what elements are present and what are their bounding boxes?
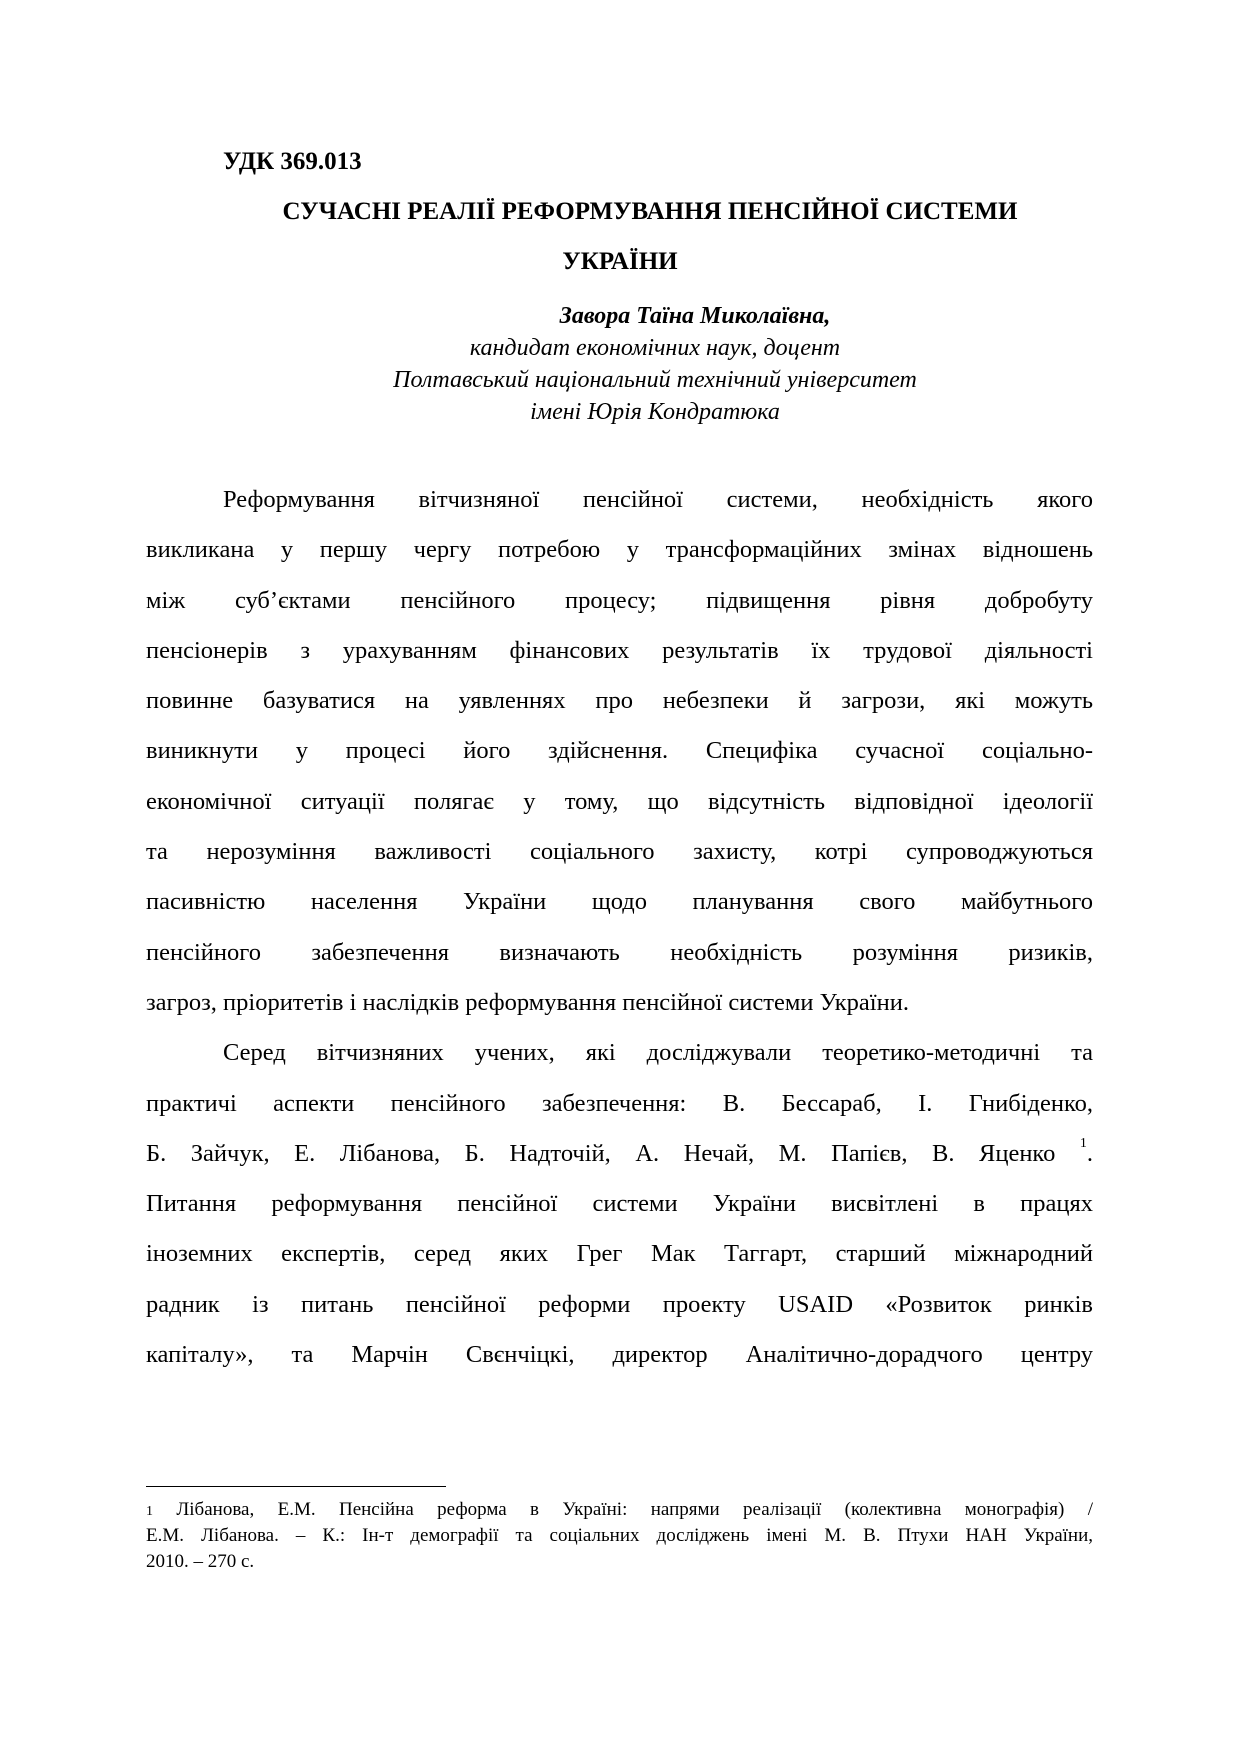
footnote-reference[interactable]: 1 <box>1079 1135 1087 1151</box>
article-title-line-2: УКРАЇНИ <box>562 248 678 275</box>
footnote-line <box>146 1497 1093 1523</box>
footnote-line: Е.М. Лібанова. – К.: Ін-т демографії та соціальних досліджень імені М. В. Птухи НАН України, <box>146 1525 1093 1546</box>
text-line: Питання реформування пенсійної системи України висвітлені в працях <box>146 1190 1093 1218</box>
text-line: економічної ситуації полягає у тому, що відсутність відповідної ідеології <box>146 787 1093 815</box>
text-line: між суб’єктами пенсійного процесу; підвищення рівня добробуту <box>146 586 1093 614</box>
text-line: та нерозуміння важливості соціального захисту, котрі супроводжуються <box>146 838 1093 866</box>
text-line: пасивністю населення України щодо планування свого майбутнього <box>146 888 1093 916</box>
article-title-line-1: СУЧАСНІ РЕАЛІЇ РЕФОРМУВАННЯ ПЕНСІЙНОЇ СИСТЕМИ <box>282 198 1018 225</box>
text-line: загроз, пріоритетів і наслідків реформування пенсійної системи України. <box>146 988 909 1016</box>
text-segment: . <box>1086 1139 1094 1167</box>
text-segment: Б. Зайчук, Е. Лібанова, Б. Надточій, А. Нечай, М. Папієв, В. Яценко <box>146 1139 1056 1167</box>
paragraph-2 <box>146 1028 1093 1380</box>
text-line: практичі аспекти пенсійного забезпечення: В. Бессараб, І. Гнибіденко, <box>146 1089 1093 1117</box>
footnote-line: 2010. – 270 с. <box>146 1551 255 1572</box>
text-line <box>146 1129 1093 1179</box>
author-degree: кандидат економічних наук, доцент <box>469 335 841 361</box>
text-segment: Лібанова, Е.М. Пенсійна реформа в Україні: напрями реалізації (колективна монографія) / <box>176 1499 1094 1520</box>
text-line: повинне базуватися на уявленнях про небезпеки й загрози, які можуть <box>146 687 1093 715</box>
author-name: Завора Таїна Миколаївна, <box>559 303 831 329</box>
footnote-number: 1 <box>146 1504 153 1519</box>
footnote-separator <box>146 1486 446 1487</box>
udk-code: УДК 369.013 <box>223 148 362 175</box>
text-line: іноземних експертів, серед яких Грег Мак Таггарт, старший міжнародний <box>146 1240 1093 1268</box>
author-block <box>330 300 980 428</box>
text-line: пенсійного забезпечення визначають необхідність розуміння ризиків, <box>146 938 1093 966</box>
paragraph-1 <box>146 475 1093 1028</box>
text-line: виникнути у процесі його здійснення. Специфіка сучасної соціально- <box>146 737 1093 765</box>
text-line: викликана у першу чергу потребою у трансформаційних змінах відношень <box>146 536 1093 564</box>
author-affiliation-1: Полтавський національний технічний університет <box>393 367 917 393</box>
text-line: Серед вітчизняних учених, які досліджували теоретико-методичні та <box>223 1039 1093 1067</box>
text-line: радник із питань пенсійної реформи проекту USAID «Розвиток ринків <box>146 1290 1093 1318</box>
text-line: капіталу», та Марчін Свєнчіцкі, директор Аналітично-дорадчого центру <box>146 1341 1093 1369</box>
text-line: Реформування вітчизняної пенсійної системи, необхідність якого <box>223 486 1093 513</box>
author-affiliation-2: імені Юрія Кондратюка <box>530 399 780 425</box>
article-body <box>146 475 1093 1380</box>
text-line: пенсіонерів з урахуванням фінансових результатів їх трудової діяльності <box>146 636 1093 664</box>
footnote <box>146 1497 1093 1575</box>
